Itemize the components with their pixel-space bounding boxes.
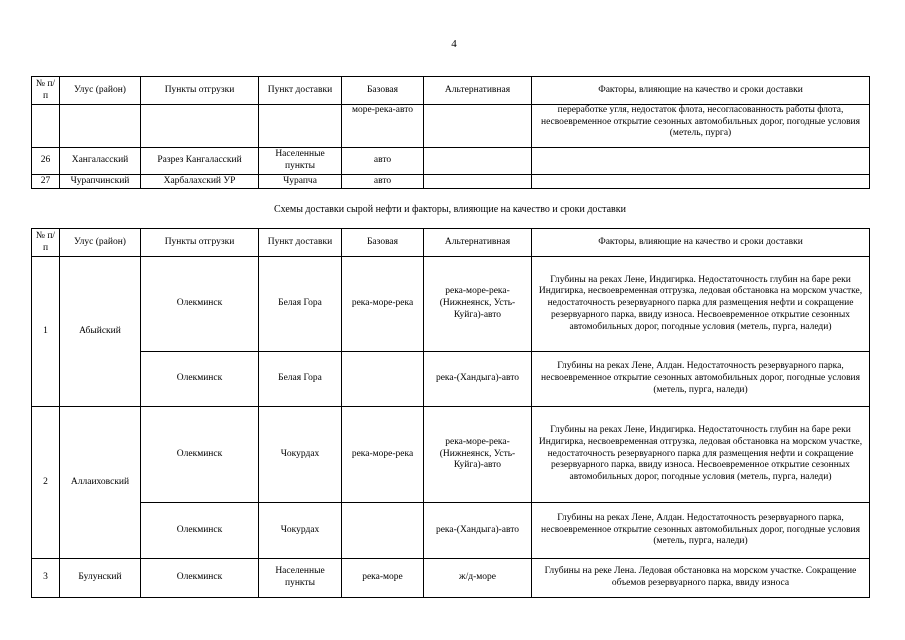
cell-factors bbox=[532, 148, 870, 175]
cell-alt: река-(Хандыга)-авто bbox=[424, 352, 532, 407]
table-header-row bbox=[32, 229, 870, 257]
cell-delivery: Белая Гора bbox=[259, 352, 342, 407]
header-shipping: Пункты отгрузки bbox=[141, 229, 259, 257]
cell-num: 27 bbox=[32, 175, 60, 189]
cell-delivery: Белая Гора bbox=[259, 257, 342, 352]
cell-factors bbox=[532, 175, 870, 189]
table-row bbox=[32, 148, 870, 175]
cell-shipping: Олекминск bbox=[141, 559, 259, 598]
header-district: Улус (район) bbox=[60, 77, 141, 105]
cell-alt bbox=[424, 148, 532, 175]
cell-num: 2 bbox=[32, 407, 60, 559]
header-shipping: Пункты отгрузки bbox=[141, 77, 259, 105]
cell-shipping: Олекминск bbox=[141, 503, 259, 559]
table-row bbox=[32, 352, 870, 407]
header-alt: Альтернативная bbox=[424, 77, 532, 105]
coal-delivery-table bbox=[31, 76, 870, 189]
cell-delivery bbox=[259, 105, 342, 148]
cell-delivery: Чокурдах bbox=[259, 407, 342, 503]
cell-factors: Глубины на реках Лене, Алдан. Недостаточность резервуарного парка, несвоевременное открытие сезонных автомобильных дорог, погодные условия (метель, пурга, наледи) bbox=[532, 352, 870, 407]
header-num: № п/п bbox=[32, 77, 60, 105]
cell-factors: Глубины на реках Лене, Индигирка. Недостаточность глубин на баре реки Индигирка, несвоевременная отгрузка, ледовая обстановка на морском участке, недостаточность резервуарного парка для размещения нефти и сокращение резервуарного парка, ввиду износа. Несвоевременное открытие сезонных автомобильных дорог, погодные условия (метель, пурга, наледи) bbox=[532, 407, 870, 503]
cell-shipping: Разрез Кангаласский bbox=[141, 148, 259, 175]
cell-shipping: Олекминск bbox=[141, 407, 259, 503]
table-caption: Схемы доставки сырой нефти и факторы, влияющие на качество и сроки доставки bbox=[274, 204, 626, 215]
cell-factors: Глубины на реках Лене, Алдан. Недостаточность резервуарного парка, несвоевременное открытие сезонных автомобильных дорог, погодные условия (метель, пурга, наледи) bbox=[532, 503, 870, 559]
header-alt: Альтернативная bbox=[424, 229, 532, 257]
cell-base bbox=[342, 503, 424, 559]
header-factors: Факторы, влияющие на качество и сроки доставки bbox=[532, 229, 870, 257]
cell-base: река-море-река bbox=[342, 407, 424, 503]
cell-district: Абыйский bbox=[60, 257, 141, 407]
cell-base: море-река-авто bbox=[342, 105, 424, 148]
cell-district bbox=[60, 105, 141, 148]
table-row bbox=[32, 257, 870, 352]
cell-factors: переработке угля, недостаток флота, несогласованность работы флота, несвоевременное открытие сезонных автомобильных дорог, погодные условия (метель, пурга) bbox=[532, 105, 870, 148]
table-row bbox=[32, 175, 870, 189]
table-row bbox=[32, 407, 870, 503]
page-number: 4 bbox=[451, 38, 457, 50]
table-row bbox=[32, 503, 870, 559]
cell-alt: ж/д-море bbox=[424, 559, 532, 598]
cell-base: авто bbox=[342, 175, 424, 189]
header-factors: Факторы, влияющие на качество и сроки доставки bbox=[532, 77, 870, 105]
cell-num bbox=[32, 105, 60, 148]
cell-alt: река-(Хандыга)-авто bbox=[424, 503, 532, 559]
cell-factors: Глубины на реке Лена. Ледовая обстановка на морском участке. Сокращение объемов резервуарного парка, ввиду износа bbox=[532, 559, 870, 598]
cell-district: Хангаласский bbox=[60, 148, 141, 175]
table-row bbox=[32, 105, 870, 148]
cell-alt bbox=[424, 105, 532, 148]
cell-base: река-море-река bbox=[342, 257, 424, 352]
cell-alt: река-море-река-(Нижнеянск, Усть-Куйга)-авто bbox=[424, 407, 532, 503]
cell-alt bbox=[424, 175, 532, 189]
cell-shipping: Харбалахский УР bbox=[141, 175, 259, 189]
crude-oil-delivery-table bbox=[31, 228, 870, 598]
cell-num: 1 bbox=[32, 257, 60, 407]
cell-base: река-море bbox=[342, 559, 424, 598]
cell-alt: река-море-река-(Нижнеянск, Усть-Куйга)-авто bbox=[424, 257, 532, 352]
cell-delivery: Населенные пункты bbox=[259, 559, 342, 598]
cell-shipping: Олекминск bbox=[141, 352, 259, 407]
header-delivery: Пункт доставки bbox=[259, 229, 342, 257]
cell-shipping bbox=[141, 105, 259, 148]
cell-district: Булунский bbox=[60, 559, 141, 598]
cell-base: авто bbox=[342, 148, 424, 175]
table-header-row bbox=[32, 77, 870, 105]
header-district: Улус (район) bbox=[60, 229, 141, 257]
cell-district: Аллаиховский bbox=[60, 407, 141, 559]
cell-delivery: Чурапча bbox=[259, 175, 342, 189]
cell-delivery: Чокурдах bbox=[259, 503, 342, 559]
cell-num: 3 bbox=[32, 559, 60, 598]
header-base: Базовая bbox=[342, 77, 424, 105]
cell-shipping: Олекминск bbox=[141, 257, 259, 352]
cell-factors: Глубины на реках Лене, Индигирка. Недостаточность глубин на баре реки Индигирка, несвоевременная отгрузка, ледовая обстановка на морском участке, недостаточность резервуарного парка для размещения нефти и сокращение резервуарного парка, ввиду износа. Несвоевременное открытие сезонных автомобильных дорог, погодные условия (метель, пурга, наледи) bbox=[532, 257, 870, 352]
header-delivery: Пункт доставки bbox=[259, 77, 342, 105]
cell-base bbox=[342, 352, 424, 407]
cell-district: Чурапчинский bbox=[60, 175, 141, 189]
table-row bbox=[32, 559, 870, 598]
header-base: Базовая bbox=[342, 229, 424, 257]
header-num: № п/п bbox=[32, 229, 60, 257]
cell-num: 26 bbox=[32, 148, 60, 175]
cell-delivery: Населенные пункты bbox=[259, 148, 342, 175]
